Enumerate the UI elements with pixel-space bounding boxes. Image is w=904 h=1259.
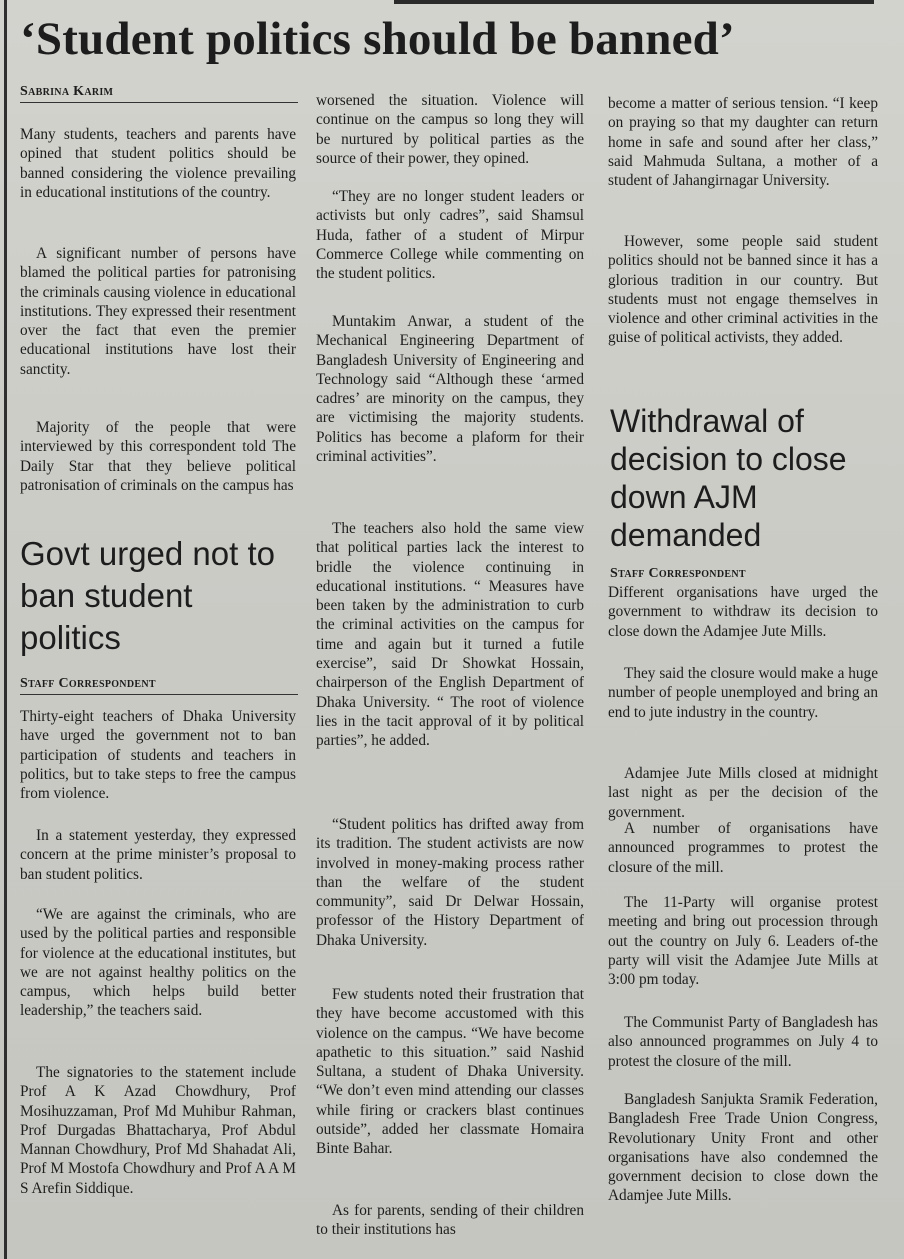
left-column-rule — [4, 0, 7, 1259]
story-2-paragraph-2: In a statement yesterday, they expressed concern at the prime minister’s proposal to ban student politics. — [20, 827, 296, 883]
story-3-paragraph-1: Different organisations have urged the government to withdraw its decision to close down the Adamjee Jute Mills. — [608, 584, 878, 640]
main-paragraph-3: Majority of the people that were interviewed by this correspondent told The Daily Star that they believe political patronisation of criminals on the campus has — [20, 419, 296, 494]
story-3-paragraph-6: The Communist Party of Bangladesh has also announced programmes on July 4 to protest the closure of the mill. — [608, 1014, 878, 1070]
top-rule — [394, 0, 874, 4]
story-2-headline: Govt urged not to ban student politics — [20, 535, 275, 656]
main-paragraph-1: Many students, teachers and parents have opined that student politics should be banned considering the violence prevailing in educational institutions of the country. — [20, 126, 296, 201]
story-2-paragraph-4: The signatories to the statement include Prof A K Azad Chowdhury, Prof Mosihuzzaman, Prof Md Muhibur Rahman, Prof Durgadas Bhattacharya, Prof Abdul Mannan Chowdhury, Prof Md Shahadat Ali, Prof M Mostofa Chowdhury and Prof A A M S Arefin Siddique. — [20, 1064, 296, 1197]
story-3-paragraph-2: They said the closure would make a huge number of people unemployed and bring an end to jute industry in the country. — [608, 665, 878, 721]
main-paragraph-4: worsened the situation. Violence will continue on the campus so long they will be nurtured by political parties as the source of their power, they opined. — [316, 92, 584, 167]
main-paragraph-5: “They are no longer student leaders or activists but only cadres”, said Shamsul Huda, father of a student of Mirpur Commerce College while commenting on the student politics. — [316, 188, 584, 283]
main-paragraph-9: Few students noted their frustration that they have become accustomed with this violence on the campus. “We have become apathetic to this situation.” said Nashid Sultana, a student of Dhaka University. “We don’t even mind attending our classes while firing or crackers blast continues outside”, added her classmate Homaira Binte Bahar. — [316, 986, 584, 1158]
main-paragraph-7: The teachers also hold the same view that political parties lack the interest to bridle the violence continuing in educational institutions. “ Measures have been taken by the administration to curb the criminal activities on the campus for time and again but it turned a futile exercise”, said Dr Showkat Hossain, chairperson of the English Department of Dhaka University. “ The root of violence lies in the tacit approval of it by political parties”, he added. — [316, 520, 584, 750]
story-2-paragraph-1: Thirty-eight teachers of Dhaka University have urged the government not to ban participation of students and teachers in politics, but to take steps to free the campus from violence. — [20, 708, 296, 803]
story-3-headline: Withdrawal of decision to close down AJM demanded — [610, 403, 847, 553]
story-3-paragraph-7: Bangladesh Sanjukta Sramik Federation, Bangladesh Free Trade Union Congress, Revolutionary Unity Front and other organisations have also condemned the government decision to close down the Adamjee Jute Mills. — [608, 1091, 878, 1205]
main-headline: ‘Student politics should be banned’ — [20, 13, 735, 65]
main-paragraph-10: As for parents, sending of their children to their institutions has — [316, 1202, 584, 1239]
main-byline: Sabrina Karim — [20, 84, 298, 103]
main-paragraph-12: However, some people said student politics should not be banned since it has a glorious tradition in our country. But students must not engage themselves in violence and other criminal activities in the guise of political activists, they added. — [608, 233, 878, 347]
story-3-paragraph-5: The 11-Party will organise protest meeting and bring out procession through out the country on July 6. Leaders of-the party will visit the Adamjee Jute Mills at 3:00 pm today. — [608, 894, 878, 989]
story-3-byline: Staff Correspondent — [610, 566, 746, 581]
main-paragraph-6: Muntakim Anwar, a student of the Mechanical Engineering Department of Bangladesh University of Engineering and Technology said “Although these ‘armed cadres’ are minority on the campus, they are victimising the majority students. Politics has become a plaform for their criminal activities”. — [316, 313, 584, 466]
story-2-paragraph-3: “We are against the criminals, who are used by the political parties and responsible for violence at the educational institutes, but we are not against healthy politics on the campus, which helps build better leadership,” the teachers said. — [20, 906, 296, 1020]
main-paragraph-2: A significant number of persons have blamed the political parties for patronising the criminals causing violence in educational institutions. They expressed their resentment over the fact that even the premier educational institutions have lost their sanctity. — [20, 245, 296, 378]
story-2-byline: Staff Correspondent — [20, 676, 298, 695]
story-3-paragraph-4: A number of organisations have announced programmes to protest the closure of the mill. — [608, 820, 878, 876]
story-3-paragraph-3: Adamjee Jute Mills closed at midnight last night as per the decision of the government. — [608, 765, 878, 821]
main-paragraph-8: “Student politics has drifted away from its tradition. The student activists are now involved in money-making process rather than the welfare of the student community”, said Dr Delwar Hossain, professor of the History Department of Dhaka University. — [316, 816, 584, 949]
main-paragraph-11: become a matter of serious tension. “I keep on praying so that my daughter can return home in safe and sound after her class,” said Mahmuda Sultana, a mother of a student of Jahangirnagar University. — [608, 95, 878, 190]
